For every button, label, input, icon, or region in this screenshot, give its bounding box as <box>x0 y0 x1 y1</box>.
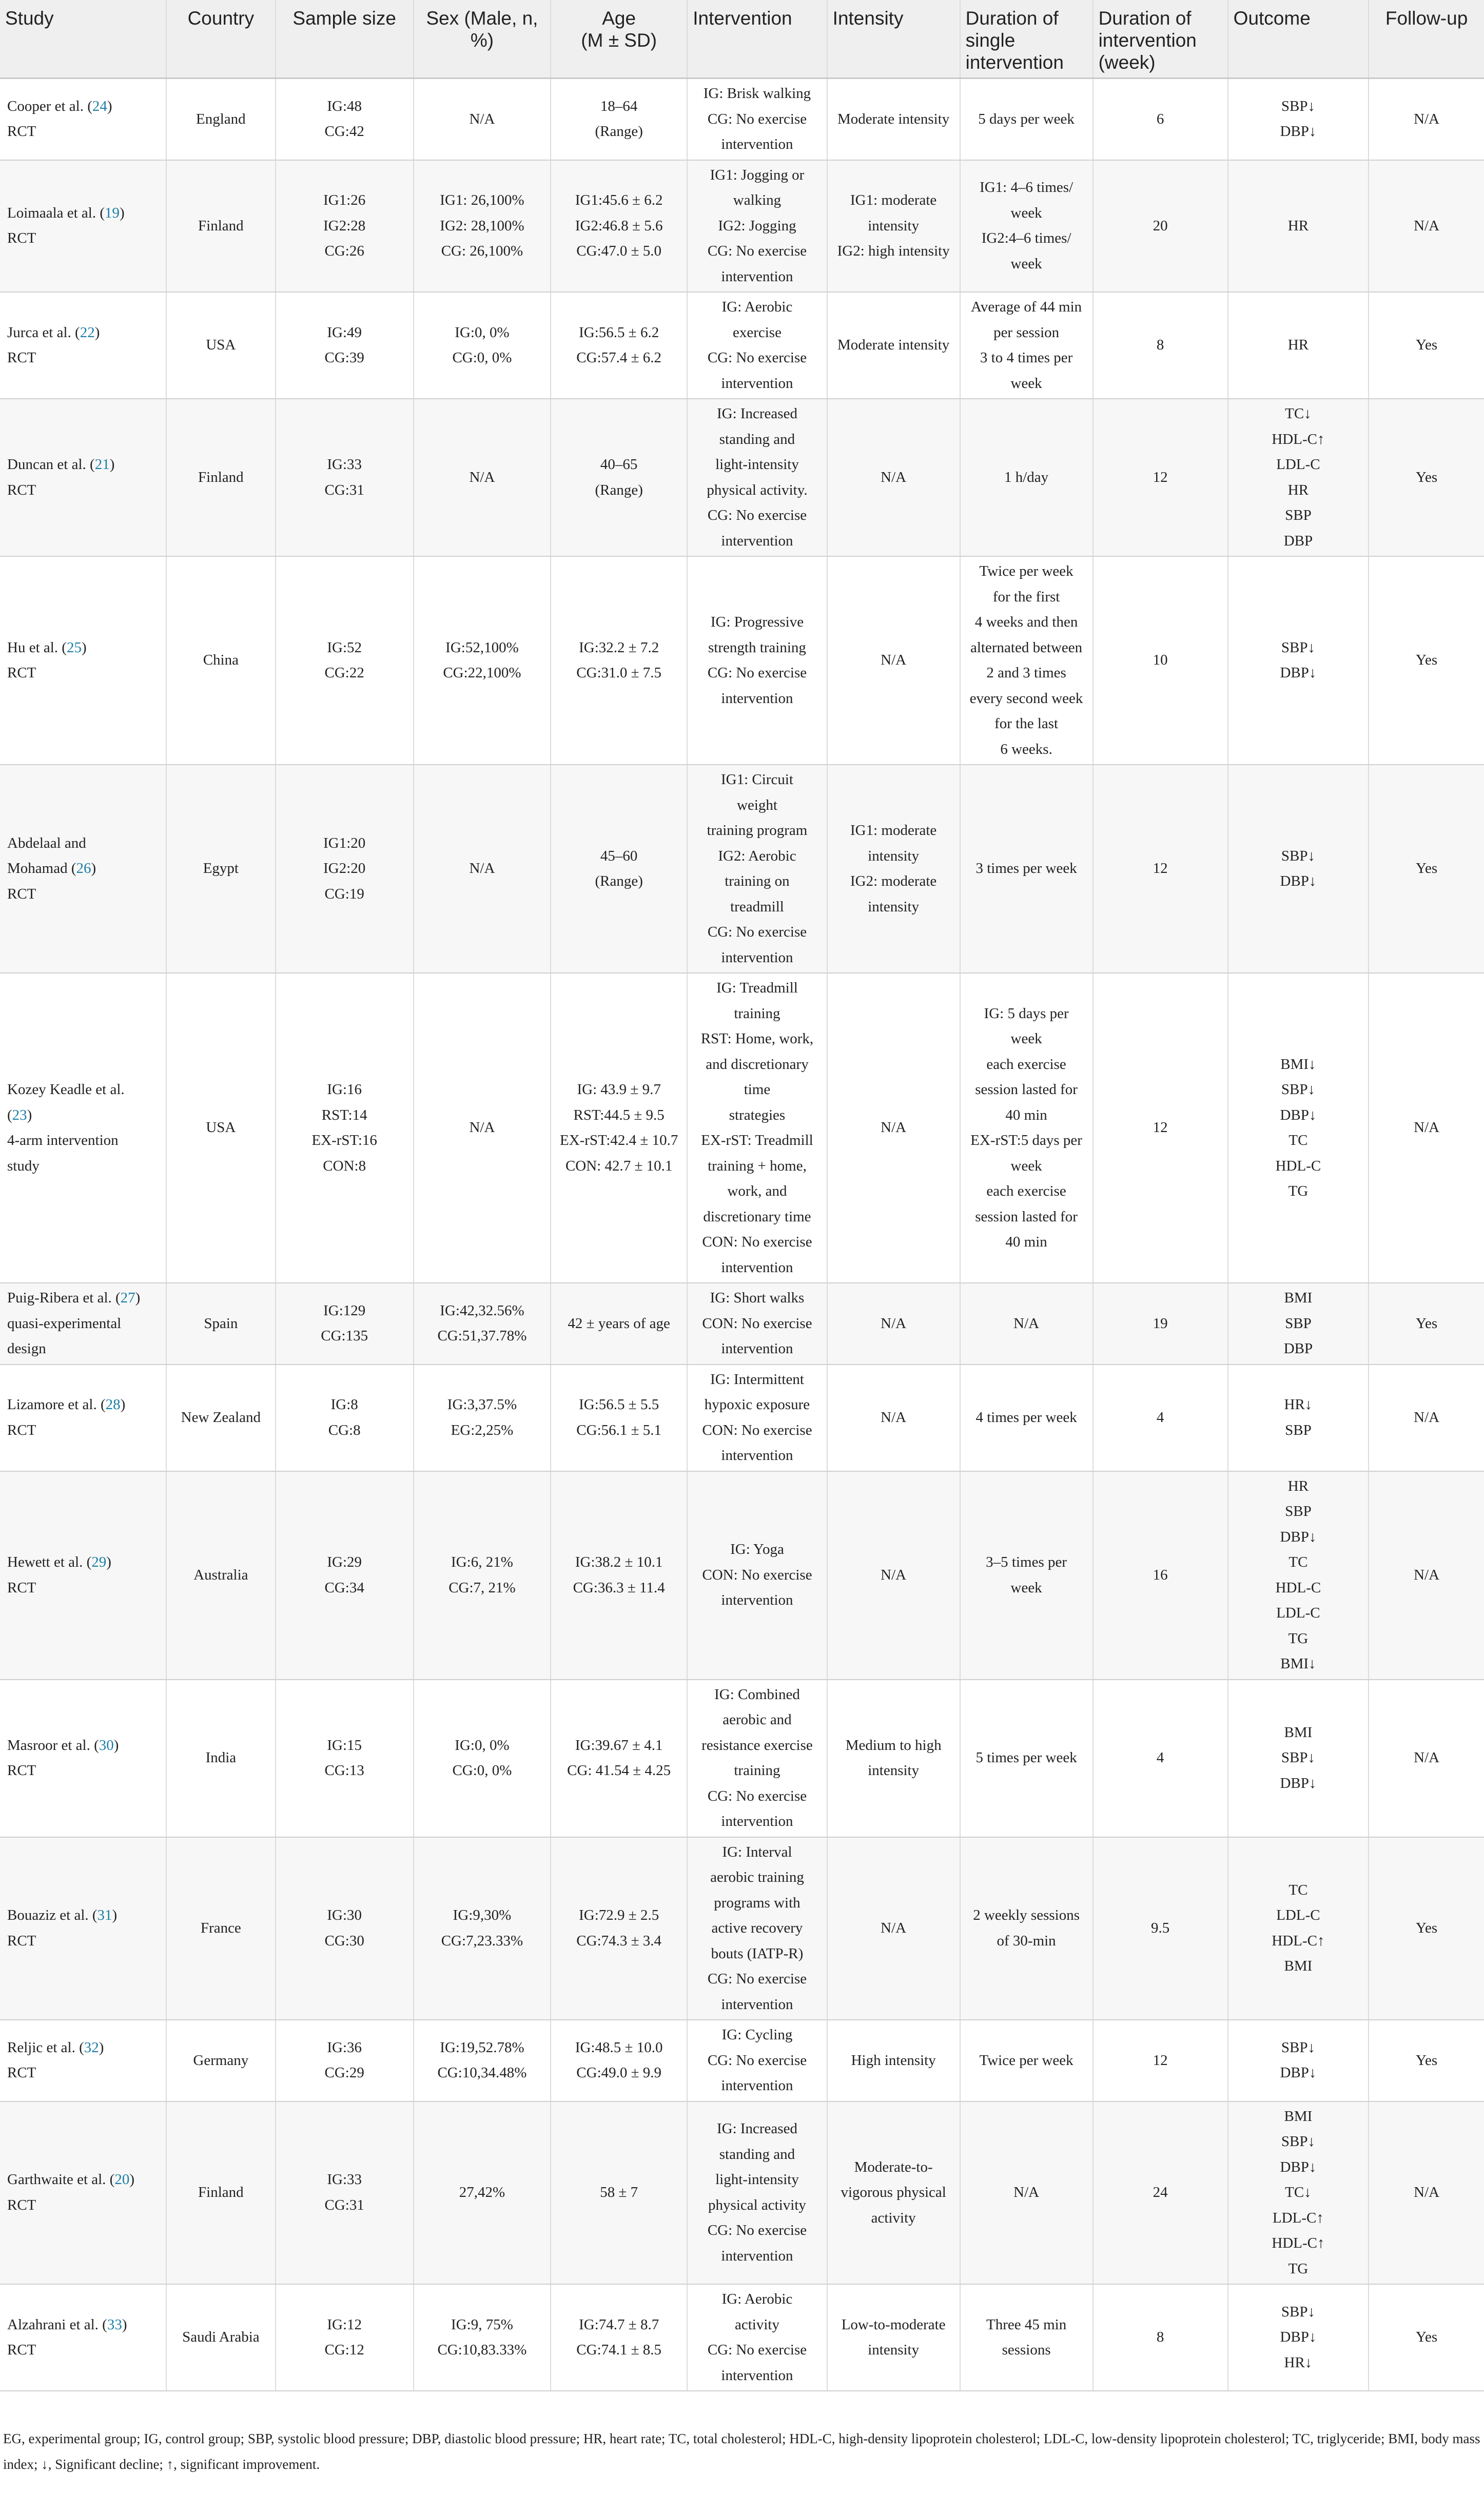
intensity-cell: Moderate intensity <box>827 79 960 160</box>
outcome-cell: SBP↓ DBP↓ HR↓ <box>1228 2284 1369 2391</box>
sample-size-cell: IG1:26 IG2:28 CG:26 <box>276 160 414 293</box>
intervention-cell: IG: Increased standing and light-intensity physical activity. CG: No exercise intervention <box>687 399 827 556</box>
sample-size-cell: IG:12 CG:12 <box>276 2284 414 2391</box>
duration-single-cell: Average of 44 min per session 3 to 4 times per week <box>960 292 1093 399</box>
intensity-cell: IG1: moderate intensity IG2: moderate intensity <box>827 765 960 973</box>
study-name: Kozey Keadle et al. ( <box>7 1081 125 1123</box>
age-cell: 42 ± years of age <box>551 1283 687 1365</box>
age-cell: IG:39.67 ± 4.1 CG: 41.54 ± 4.25 <box>551 1680 687 1837</box>
intensity-cell: N/A <box>827 1471 960 1680</box>
follow-up-cell: Yes <box>1369 292 1484 399</box>
study-design: ) RCT <box>7 860 96 902</box>
duration-single-cell: N/A <box>960 2101 1093 2285</box>
duration-single-cell: Three 45 min sessions <box>960 2284 1093 2391</box>
follow-up-cell: Yes <box>1369 399 1484 556</box>
study-cell <box>0 1471 166 1680</box>
age-cell: IG1:45.6 ± 6.2 IG2:46.8 ± 5.6 CG:47.0 ± 5.0 <box>551 160 687 293</box>
study-name: Jurca et al. ( <box>7 324 80 341</box>
duration-weeks-cell: 24 <box>1093 2101 1228 2285</box>
col-header-follow-up: Follow-up <box>1369 0 1484 79</box>
reference-link[interactable]: 32 <box>84 2039 99 2056</box>
table-row <box>0 1837 1484 2020</box>
sex-cell: N/A <box>414 399 551 556</box>
study-design: ) RCT <box>7 1396 126 1438</box>
intervention-cell: IG: Aerobic activity CG: No exercise intervention <box>687 2284 827 2391</box>
country-cell: China <box>166 556 275 765</box>
duration-single-cell: 1 h/day <box>960 399 1093 556</box>
study-name: Garthwaite et al. ( <box>7 2171 115 2188</box>
duration-weeks-cell: 10 <box>1093 556 1228 765</box>
sex-cell: N/A <box>414 765 551 973</box>
intensity-cell: Medium to high intensity <box>827 1680 960 1837</box>
duration-weeks-cell: 12 <box>1093 2020 1228 2101</box>
intervention-cell: IG1: Circuit weight training program IG2: Aerobic training on treadmill CG: No exercise intervention <box>687 765 827 973</box>
sex-cell: IG:6, 21% CG:7, 21% <box>414 1471 551 1680</box>
study-name: Hu et al. ( <box>7 639 67 656</box>
col-header-sex: Sex (Male, n, %) <box>414 0 551 79</box>
study-design: ) RCT <box>7 2039 104 2081</box>
duration-single-cell: N/A <box>960 1283 1093 1365</box>
study-name: Loimaala et al. ( <box>7 204 105 221</box>
study-name: Duncan et al. ( <box>7 456 95 473</box>
reference-link[interactable]: 26 <box>76 860 91 877</box>
outcome-cell: HR <box>1228 160 1369 293</box>
table-row <box>0 79 1484 160</box>
sex-cell: IG:9, 75% CG:10,83.33% <box>414 2284 551 2391</box>
country-cell: Finland <box>166 2101 275 2285</box>
intensity-cell: N/A <box>827 1837 960 2020</box>
intensity-cell: Moderate intensity <box>827 292 960 399</box>
follow-up-cell: Yes <box>1369 1283 1484 1365</box>
table-row <box>0 1283 1484 1365</box>
follow-up-cell: Yes <box>1369 2284 1484 2391</box>
country-cell: USA <box>166 973 275 1283</box>
study-cell <box>0 1680 166 1837</box>
study-design: ) RCT <box>7 204 125 247</box>
study-cell <box>0 1365 166 1471</box>
sample-size-cell: IG:129 CG:135 <box>276 1283 414 1365</box>
sex-cell: IG:19,52.78% CG:10,34.48% <box>414 2020 551 2101</box>
follow-up-cell: N/A <box>1369 79 1484 160</box>
reference-link[interactable]: 29 <box>91 1554 107 1570</box>
table-row <box>0 556 1484 765</box>
intervention-cell: IG: Cycling CG: No exercise intervention <box>687 2020 827 2101</box>
outcome-cell: HR↓ SBP <box>1228 1365 1369 1471</box>
sex-cell: IG1: 26,100% IG2: 28,100% CG: 26,100% <box>414 160 551 293</box>
age-cell: 40–65 (Range) <box>551 399 687 556</box>
study-design: ) RCT <box>7 324 100 366</box>
intensity-cell: Moderate-to- vigorous physical activity <box>827 2101 960 2285</box>
study-name: Bouaziz et al. ( <box>7 1907 97 1924</box>
study-cell <box>0 973 166 1283</box>
sex-cell: IG:3,37.5% EG:2,25% <box>414 1365 551 1471</box>
follow-up-cell: N/A <box>1369 973 1484 1283</box>
reference-link[interactable]: 24 <box>92 98 107 114</box>
sex-cell: IG:42,32.56% CG:51,37.78% <box>414 1283 551 1365</box>
header-row <box>0 0 1484 79</box>
duration-weeks-cell: 12 <box>1093 399 1228 556</box>
intervention-cell: IG: Brisk walking CG: No exercise intervention <box>687 79 827 160</box>
duration-single-cell: Twice per week <box>960 2020 1093 2101</box>
col-header-country: Country <box>166 0 275 79</box>
intervention-cell: IG: Yoga CON: No exercise intervention <box>687 1471 827 1680</box>
intervention-cell: IG: Aerobic exercise CG: No exercise intervention <box>687 292 827 399</box>
study-cell <box>0 2284 166 2391</box>
duration-weeks-cell: 19 <box>1093 1283 1228 1365</box>
table-row <box>0 1365 1484 1471</box>
intensity-cell: High intensity <box>827 2020 960 2101</box>
duration-single-cell: 3–5 times per week <box>960 1471 1093 1680</box>
col-header-study: Study <box>0 0 166 79</box>
table-row <box>0 1680 1484 1837</box>
duration-weeks-cell: 20 <box>1093 160 1228 293</box>
table-footnote: EG, experimental group; IG, control group; SBP, systolic blood pressure; DBP, diastolic blood pressure; HR, heart rate; TC, total cholesterol; HDL-C, high-density lipoprotein cholesterol; LDL-C, low-density lipoprotein cholesterol; TC, triglyceride; BMI, body mass index; ↓, Significant decline; ↑, significant improvement. <box>3 2431 1480 2472</box>
sample-size-cell: IG:49 CG:39 <box>276 292 414 399</box>
study-cell <box>0 2020 166 2101</box>
intervention-cell: IG1: Jogging or walking IG2: Jogging CG: No exercise intervention <box>687 160 827 293</box>
reference-link[interactable]: 20 <box>114 2171 130 2188</box>
sex-cell: N/A <box>414 973 551 1283</box>
outcome-cell: HR <box>1228 292 1369 399</box>
duration-weeks-cell: 16 <box>1093 1471 1228 1680</box>
follow-up-cell: Yes <box>1369 765 1484 973</box>
study-cell <box>0 1837 166 2020</box>
duration-weeks-cell: 9.5 <box>1093 1837 1228 2020</box>
age-cell: IG: 43.9 ± 9.7 RST:44.5 ± 9.5 EX-rST:42.4 ± 10.7 CON: 42.7 ± 10.1 <box>551 973 687 1283</box>
intensity-cell: N/A <box>827 973 960 1283</box>
outcome-cell: SBP↓ DBP↓ <box>1228 79 1369 160</box>
age-cell: IG:56.5 ± 6.2 CG:57.4 ± 6.2 <box>551 292 687 399</box>
sex-cell: IG:0, 0% CG:0, 0% <box>414 292 551 399</box>
follow-up-cell: N/A <box>1369 1680 1484 1837</box>
intensity-cell: Low-to-moderate intensity <box>827 2284 960 2391</box>
study-design: ) RCT <box>7 98 112 140</box>
country-cell: New Zealand <box>166 1365 275 1471</box>
reference-link[interactable]: 23 <box>12 1106 27 1123</box>
intervention-cell: IG: Progressive strength training CG: No exercise intervention <box>687 556 827 765</box>
outcome-cell: BMI SBP↓ DBP↓ TC↓ LDL-C↑ HDL-C↑ TG <box>1228 2101 1369 2285</box>
duration-single-cell: IG1: 4–6 times/ week IG2:4–6 times/ week <box>960 160 1093 293</box>
duration-weeks-cell: 12 <box>1093 973 1228 1283</box>
study-name: Abdelaal and Mohamad ( <box>7 834 86 877</box>
age-cell: 18–64 (Range) <box>551 79 687 160</box>
study-design: ) RCT <box>7 1554 111 1596</box>
study-cell <box>0 765 166 973</box>
age-cell: IG:38.2 ± 10.1 CG:36.3 ± 11.4 <box>551 1471 687 1680</box>
duration-single-cell: IG: 5 days per week each exercise session lasted for 40 min EX-rST:5 days per week each exercise session lasted for 40 min <box>960 973 1093 1283</box>
study-name: Alzahrani et al. ( <box>7 2316 107 2333</box>
sex-cell: IG:0, 0% CG:0, 0% <box>414 1680 551 1837</box>
intervention-cell: IG: Increased standing and light-intensity physical activity CG: No exercise intervention <box>687 2101 827 2285</box>
duration-weeks-cell: 8 <box>1093 292 1228 399</box>
intensity-cell: N/A <box>827 1283 960 1365</box>
country-cell: Finland <box>166 399 275 556</box>
reference-link[interactable]: 30 <box>99 1737 114 1754</box>
country-cell: France <box>166 1837 275 2020</box>
col-header-intervention: Intervention <box>687 0 827 79</box>
intervention-cell: IG: Interval aerobic training programs with active recovery bouts (IATP-R) CG: No exercise intervention <box>687 1837 827 2020</box>
study-cell <box>0 399 166 556</box>
country-cell: India <box>166 1680 275 1837</box>
duration-weeks-cell: 6 <box>1093 79 1228 160</box>
sample-size-cell: IG1:20 IG2:20 CG:19 <box>276 765 414 973</box>
sample-size-cell: IG:33 CG:31 <box>276 399 414 556</box>
follow-up-cell: N/A <box>1369 160 1484 293</box>
duration-single-cell: 5 times per week <box>960 1680 1093 1837</box>
table-row <box>0 2020 1484 2101</box>
reference-link[interactable]: 22 <box>80 324 95 341</box>
sample-size-cell: IG:15 CG:13 <box>276 1680 414 1837</box>
table-row <box>0 765 1484 973</box>
duration-weeks-cell: 4 <box>1093 1680 1228 1837</box>
table-row <box>0 160 1484 293</box>
sex-cell: 27,42% <box>414 2101 551 2285</box>
duration-weeks-cell: 12 <box>1093 765 1228 973</box>
duration-weeks-cell: 4 <box>1093 1365 1228 1471</box>
duration-single-cell: 2 weekly sessions of 30-min <box>960 1837 1093 2020</box>
study-design: ) RCT <box>7 2316 127 2358</box>
study-name: Hewett et al. ( <box>7 1554 92 1570</box>
study-cell <box>0 160 166 293</box>
outcome-cell: TC LDL-C HDL-C↑ BMI <box>1228 1837 1369 2020</box>
intervention-cell: IG: Intermittent hypoxic exposure CON: No exercise intervention <box>687 1365 827 1471</box>
follow-up-cell: N/A <box>1369 1471 1484 1680</box>
intensity-cell: N/A <box>827 1365 960 1471</box>
study-design: ) RCT <box>7 2171 135 2213</box>
country-cell: Germany <box>166 2020 275 2101</box>
age-cell: IG:74.7 ± 8.7 CG:74.1 ± 8.5 <box>551 2284 687 2391</box>
sex-cell: IG:52,100% CG:22,100% <box>414 556 551 765</box>
country-cell: Spain <box>166 1283 275 1365</box>
col-header-sample-size: Sample size <box>276 0 414 79</box>
table-row <box>0 2284 1484 2391</box>
study-cell <box>0 2101 166 2285</box>
sample-size-cell: IG:36 CG:29 <box>276 2020 414 2101</box>
outcome-cell: HR SBP DBP↓ TC HDL-C LDL-C TG BMI↓ <box>1228 1471 1369 1680</box>
intensity-cell: IG1: moderate intensity IG2: high intensity <box>827 160 960 293</box>
study-design: ) RCT <box>7 1737 119 1779</box>
study-name: Reljic et al. ( <box>7 2039 84 2056</box>
reference-link[interactable]: 33 <box>107 2316 122 2333</box>
country-cell: Australia <box>166 1471 275 1680</box>
duration-single-cell: 4 times per week <box>960 1365 1093 1471</box>
age-cell: 58 ± 7 <box>551 2101 687 2285</box>
outcome-cell: TC↓ HDL-C↑ LDL-C HR SBP DBP <box>1228 399 1369 556</box>
follow-up-cell: N/A <box>1369 2101 1484 2285</box>
duration-single-cell: Twice per week for the first 4 weeks and then alternated between 2 and 3 times every second week for the last 6 weeks. <box>960 556 1093 765</box>
col-header-outcome: Outcome <box>1228 0 1369 79</box>
sample-size-cell: IG:48 CG:42 <box>276 79 414 160</box>
country-cell: Saudi Arabia <box>166 2284 275 2391</box>
sample-size-cell: IG:33 CG:31 <box>276 2101 414 2285</box>
reference-link[interactable]: 27 <box>120 1290 135 1306</box>
age-cell: IG:32.2 ± 7.2 CG:31.0 ± 7.5 <box>551 556 687 765</box>
sample-size-cell: IG:52 CG:22 <box>276 556 414 765</box>
country-cell: Egypt <box>166 765 275 973</box>
reference-link[interactable]: 31 <box>97 1907 112 1924</box>
table-row <box>0 1471 1484 1680</box>
outcome-cell: SBP↓ DBP↓ <box>1228 2020 1369 2101</box>
study-name: Masroor et al. ( <box>7 1737 99 1754</box>
intervention-cell: IG: Short walks CON: No exercise intervention <box>687 1283 827 1365</box>
outcome-cell: BMI↓ SBP↓ DBP↓ TC HDL-C TG <box>1228 973 1369 1283</box>
col-header-duration-single: Duration of single intervention <box>960 0 1093 79</box>
study-design: ) RCT <box>7 1907 118 1949</box>
study-cell <box>0 292 166 399</box>
reference-link[interactable]: 28 <box>105 1396 121 1413</box>
table-row <box>0 292 1484 399</box>
sample-size-cell: IG:16 RST:14 EX-rST:16 CON:8 <box>276 973 414 1283</box>
age-cell: 45–60 (Range) <box>551 765 687 973</box>
study-name: Puig-Ribera et al. ( <box>7 1290 121 1306</box>
age-cell: IG:72.9 ± 2.5 CG:74.3 ± 3.4 <box>551 1837 687 2020</box>
sample-size-cell: IG:29 CG:34 <box>276 1471 414 1680</box>
study-name: Lizamore et al. ( <box>7 1396 106 1413</box>
col-header-age: Age (M ± SD) <box>551 0 687 79</box>
reference-link[interactable]: 25 <box>66 639 82 656</box>
outcome-cell: SBP↓ DBP↓ <box>1228 556 1369 765</box>
table-row <box>0 973 1484 1283</box>
study-design: ) 4-arm intervention study <box>7 1106 119 1174</box>
intensity-cell: N/A <box>827 399 960 556</box>
sample-size-cell: IG:30 CG:30 <box>276 1837 414 2020</box>
follow-up-cell: Yes <box>1369 556 1484 765</box>
study-cell <box>0 79 166 160</box>
col-header-duration-weeks: Duration of intervention (week) <box>1093 0 1228 79</box>
study-design: ) RCT <box>7 456 115 498</box>
duration-single-cell: 3 times per week <box>960 765 1093 973</box>
intervention-cell: IG: Treadmill training RST: Home, work, and discretionary time strategies EX-rST: Treadmill training + home, work, and discretionary time CON: No exercise intervention <box>687 973 827 1283</box>
country-cell: England <box>166 79 275 160</box>
outcome-cell: BMI SBP↓ DBP↓ <box>1228 1680 1369 1837</box>
intervention-cell: IG: Combined aerobic and resistance exercise training CG: No exercise intervention <box>687 1680 827 1837</box>
table-row <box>0 399 1484 556</box>
study-cell <box>0 1283 166 1365</box>
duration-single-cell: 5 days per week <box>960 79 1093 160</box>
study-name: Cooper et al. ( <box>7 98 92 114</box>
age-cell: IG:56.5 ± 5.5 CG:56.1 ± 5.1 <box>551 1365 687 1471</box>
sample-size-cell: IG:8 CG:8 <box>276 1365 414 1471</box>
col-header-intensity: Intensity <box>827 0 960 79</box>
follow-up-cell: Yes <box>1369 2020 1484 2101</box>
reference-link[interactable]: 21 <box>94 456 110 473</box>
study-cell <box>0 556 166 765</box>
follow-up-cell: Yes <box>1369 1837 1484 2020</box>
country-cell: USA <box>166 292 275 399</box>
reference-link[interactable]: 19 <box>105 204 120 221</box>
follow-up-cell: N/A <box>1369 1365 1484 1471</box>
outcome-cell: BMI SBP DBP <box>1228 1283 1369 1365</box>
table-body <box>0 79 1484 2391</box>
country-cell: Finland <box>166 160 275 293</box>
duration-weeks-cell: 8 <box>1093 2284 1228 2391</box>
sex-cell: N/A <box>414 79 551 160</box>
table-row <box>0 2101 1484 2285</box>
outcome-cell: SBP↓ DBP↓ <box>1228 765 1369 973</box>
study-design: ) quasi-experimental design <box>7 1290 141 1357</box>
sex-cell: IG:9,30% CG:7,23.33% <box>414 1837 551 2020</box>
study-design: ) RCT <box>7 639 87 681</box>
age-cell: IG:48.5 ± 10.0 CG:49.0 ± 9.9 <box>551 2020 687 2101</box>
intensity-cell: N/A <box>827 556 960 765</box>
